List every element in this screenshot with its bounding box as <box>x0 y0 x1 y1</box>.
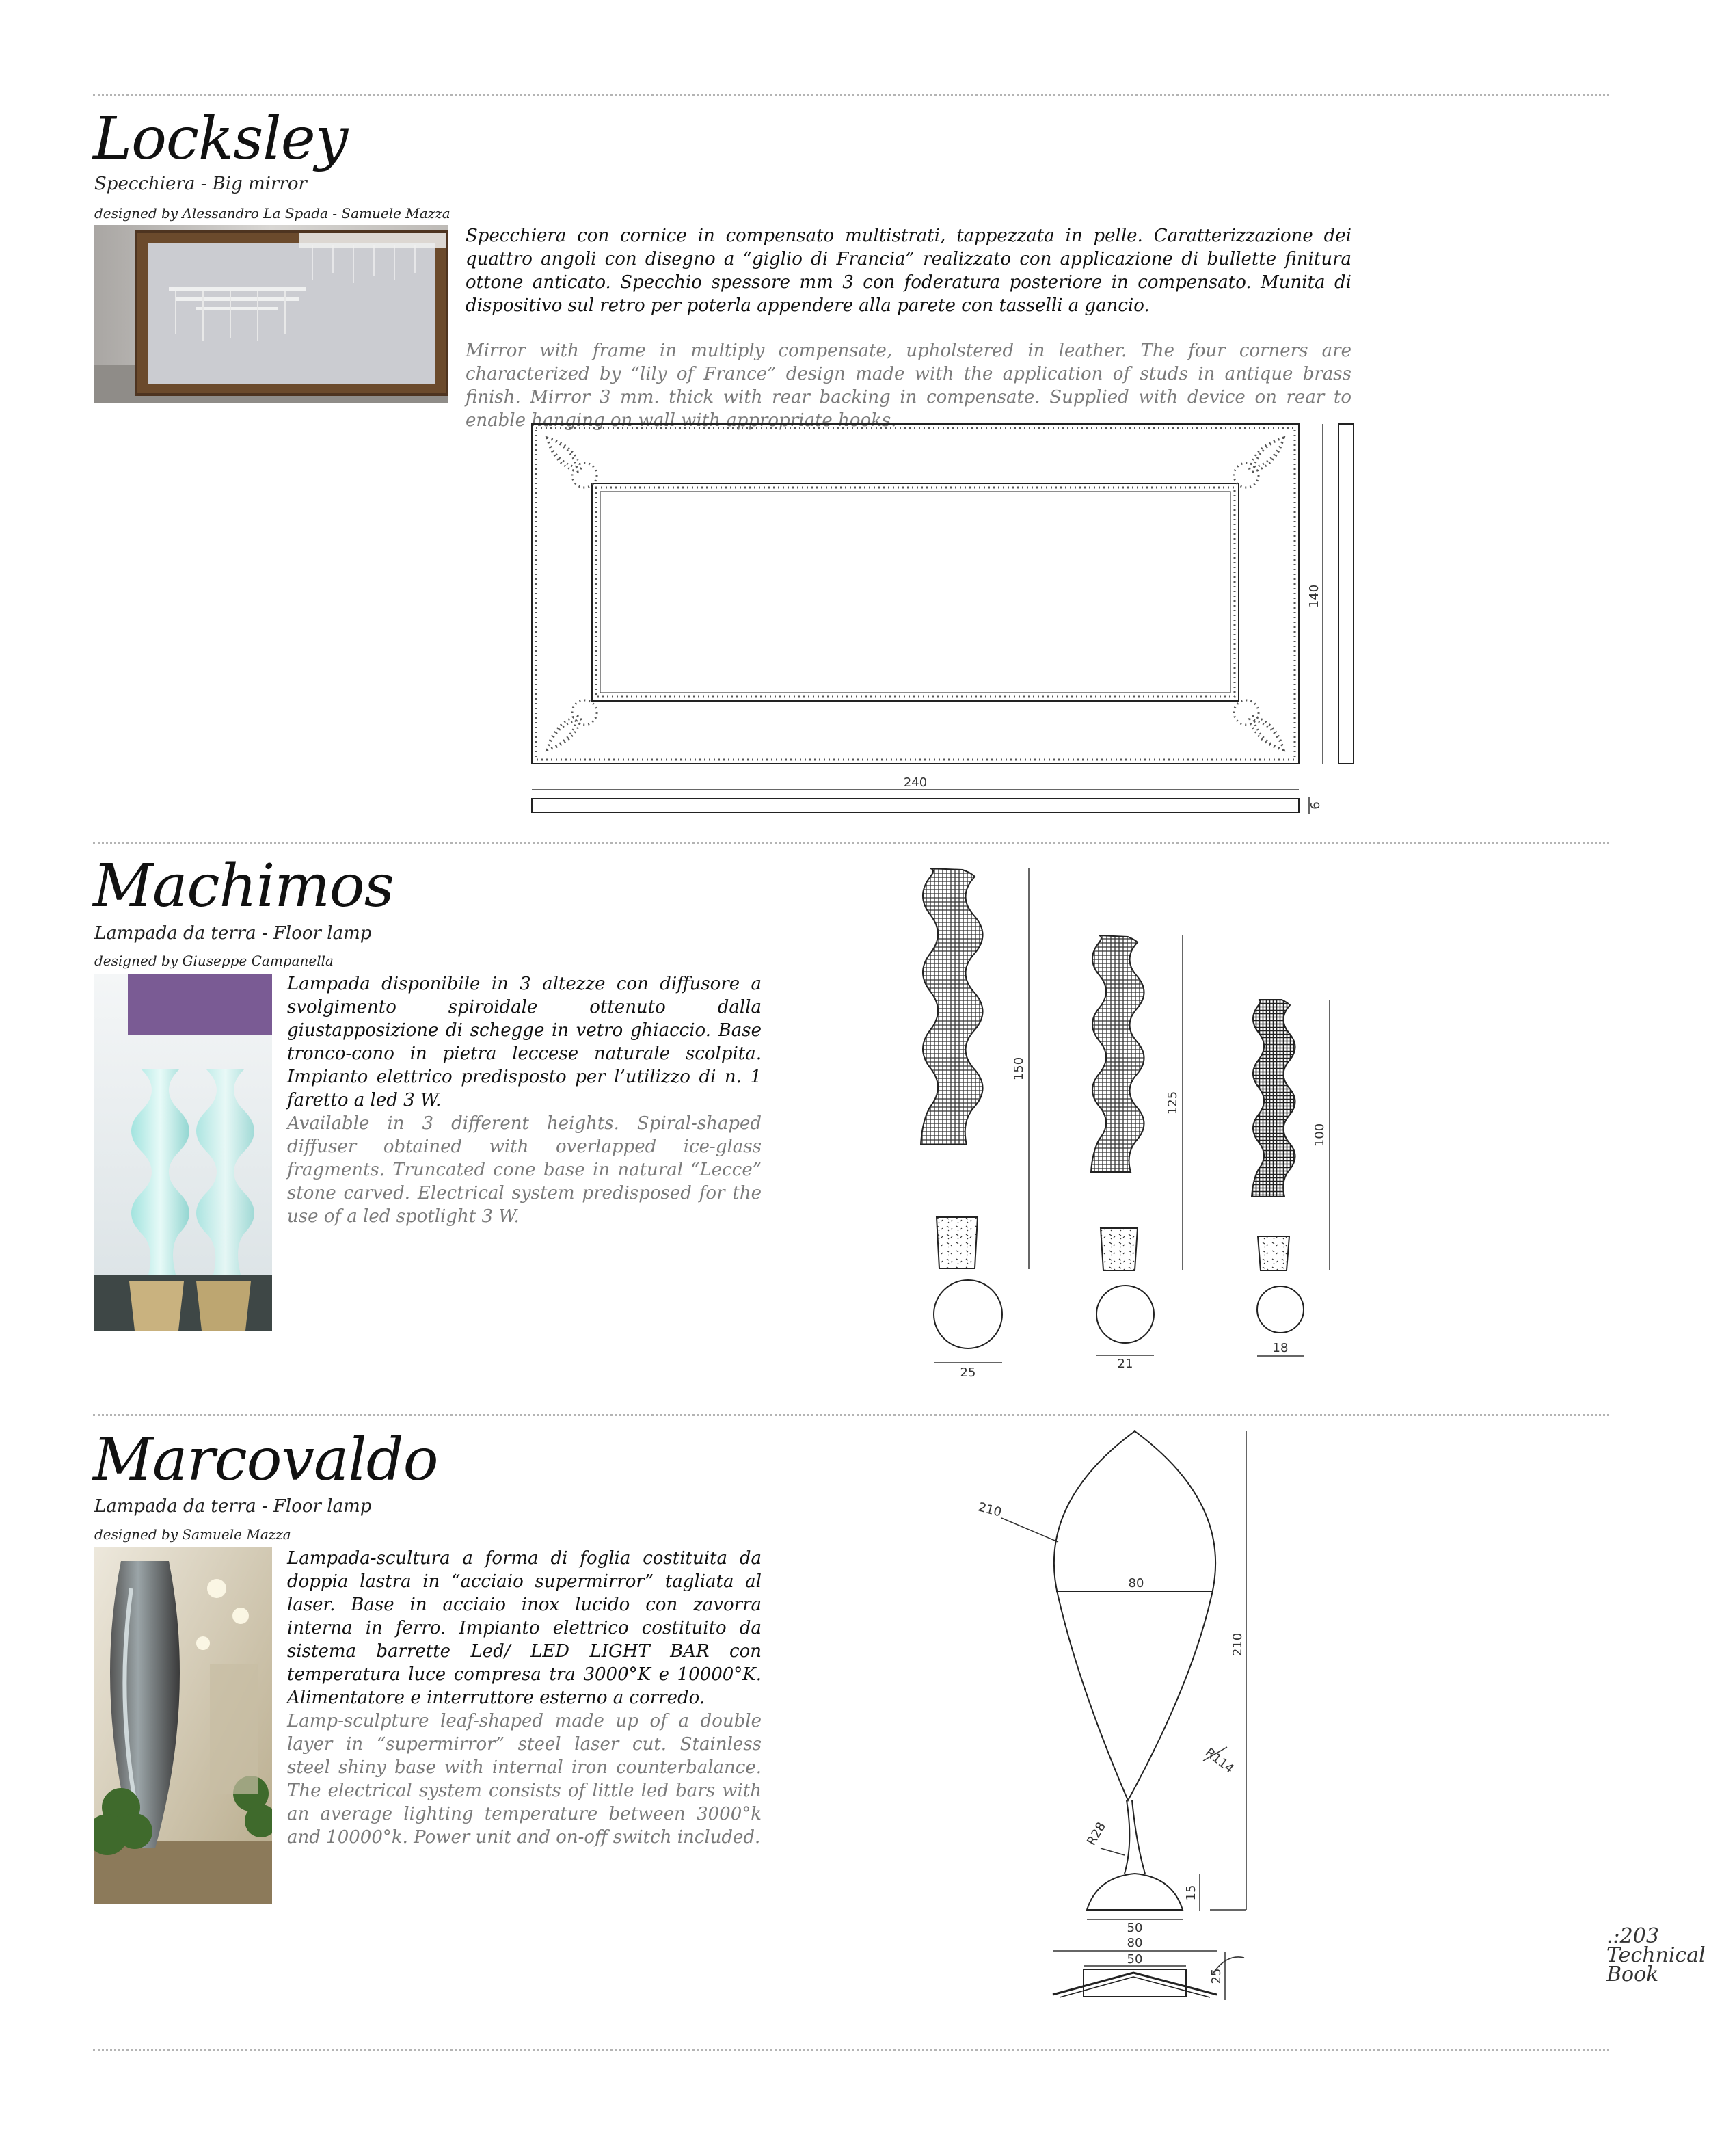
dimension-height: 140 <box>1307 584 1321 609</box>
product-subtitle: Lampada da terra - Floor lamp <box>94 923 372 944</box>
page-number: .:203 <box>1606 1924 1659 1948</box>
product-photo-machimos <box>94 974 272 1331</box>
product-description-it: Lampada disponibile in 3 altezze con diffusore a svolgimento spiroidale ottenuto dalla giustapposizione di schegge in vetro ghiaccio. Base tronco-cono in pietra leccese naturale scolpita. Impianto elettrico predisposto per l’utilizzo di n. 1 faretto a led 3 W. <box>287 974 762 1110</box>
dimension-width: 240 <box>903 775 928 790</box>
dimension-base-large: 25 <box>960 1366 976 1380</box>
dimension-plan-inner: 50 <box>1127 1952 1143 1967</box>
dimension-base-width: 50 <box>1127 1921 1143 1935</box>
separator-top <box>93 94 1609 96</box>
dimension-plan-width: 80 <box>1127 1936 1143 1950</box>
dimension-radius-top: 210 <box>976 1500 1004 1520</box>
dimension-leaf-width: 80 <box>1128 1576 1144 1591</box>
product-description-en: Mirror with frame in multiply compensate, upholstered in leather. The four corners are characterized by “lily of France” design made with the application of studs in antique brass finish. Mirror 3 mm. thick with rear backing in compensate. Supplied with device on rear to enable hanging on wall with appropriate hooks. <box>466 341 1351 431</box>
separator-locksley-machimos <box>93 842 1609 844</box>
separator-machimos-marcovaldo <box>93 1414 1609 1416</box>
dimension-radius-side: R114 <box>1202 1745 1237 1776</box>
product-designer: designed by Alessandro La Spada - Samuele Mazza <box>94 205 450 222</box>
product-designer: designed by Samuele Mazza <box>94 1526 291 1543</box>
book-label-line1: Technical <box>1606 1943 1706 1967</box>
product-description-en: Available in 3 different heights. Spiral-shaped diffuser obtained with overlapped ice-glass fragments. Truncated cone base in natural “Lecce” stone carved. Electrical system predisposed for the use of a led spotlight 3 W. <box>287 1113 762 1227</box>
dimension-base-medium: 21 <box>1117 1357 1133 1371</box>
product-subtitle: Lampada da terra - Floor lamp <box>94 1496 372 1517</box>
dimension-base-small: 18 <box>1272 1341 1289 1355</box>
dimension-plan-depth: 25 <box>1209 1968 1224 1984</box>
separator-bottom <box>93 2049 1609 2051</box>
product-photo-marcovaldo <box>94 1547 272 1904</box>
product-title: Marcovaldo <box>93 1426 438 1494</box>
dimension-depth: 6 <box>1308 801 1323 810</box>
product-title: Locksley <box>93 105 348 173</box>
book-label-line2: Book <box>1606 1962 1659 1986</box>
dimension-height-small: 100 <box>1313 1123 1327 1147</box>
product-designer: designed by Giuseppe Campanella <box>94 953 334 969</box>
dimension-base-height: 15 <box>1184 1885 1198 1901</box>
page-number-block <box>1606 1924 1706 1986</box>
dimension-radius-stem: R28 <box>1084 1820 1109 1848</box>
product-title: Machimos <box>93 852 394 920</box>
dimension-height-medium: 125 <box>1166 1091 1180 1115</box>
technical-drawing-machimos <box>916 855 1367 1388</box>
product-subtitle: Specchiera - Big mirror <box>94 174 307 194</box>
product-description-it: Specchiera con cornice in compensato multistrati, tappezzata in pelle. Caratterizzazione dei quattro angoli con disegno a “giglio di Francia” realizzato con applicazione di bullette finitura ottone anticato. Specchio spessore mm 3 con foderatura posteriore in compensato. Munita di dispositivo sul retro per poterla appendere alla parete con tasselli a gancio. <box>466 226 1351 316</box>
technical-drawing-locksley <box>526 417 1374 814</box>
technical-drawing-marcovaldo <box>957 1426 1271 2007</box>
product-description-it: Lampada-scultura a forma di foglia costituita da doppia lastra in “acciaio supermirror” tagliata al laser. Base in acciaio inox lucido con zavorra interna in ferro. Impianto elettrico costituito da sistema barrette Led/ LED LIGHT BAR con temperatura luce compresa tra 3000°K e 10000°K. Alimentatore e interruttore esterno a corredo. <box>287 1548 762 1708</box>
dimension-height-large: 150 <box>1012 1056 1026 1081</box>
product-photo-locksley <box>94 225 448 403</box>
product-description-en: Lamp-sculpture leaf-shaped made up of a double layer in “supermirror” steel laser cut. Stainless steel shiny base with internal iron counterbalance. The electrical system consists of little led bars with an average lighting temperature between 3000°k and 10000°k. Power unit and on-off switch included. <box>287 1711 762 1848</box>
dimension-total-height: 210 <box>1230 1632 1245 1657</box>
